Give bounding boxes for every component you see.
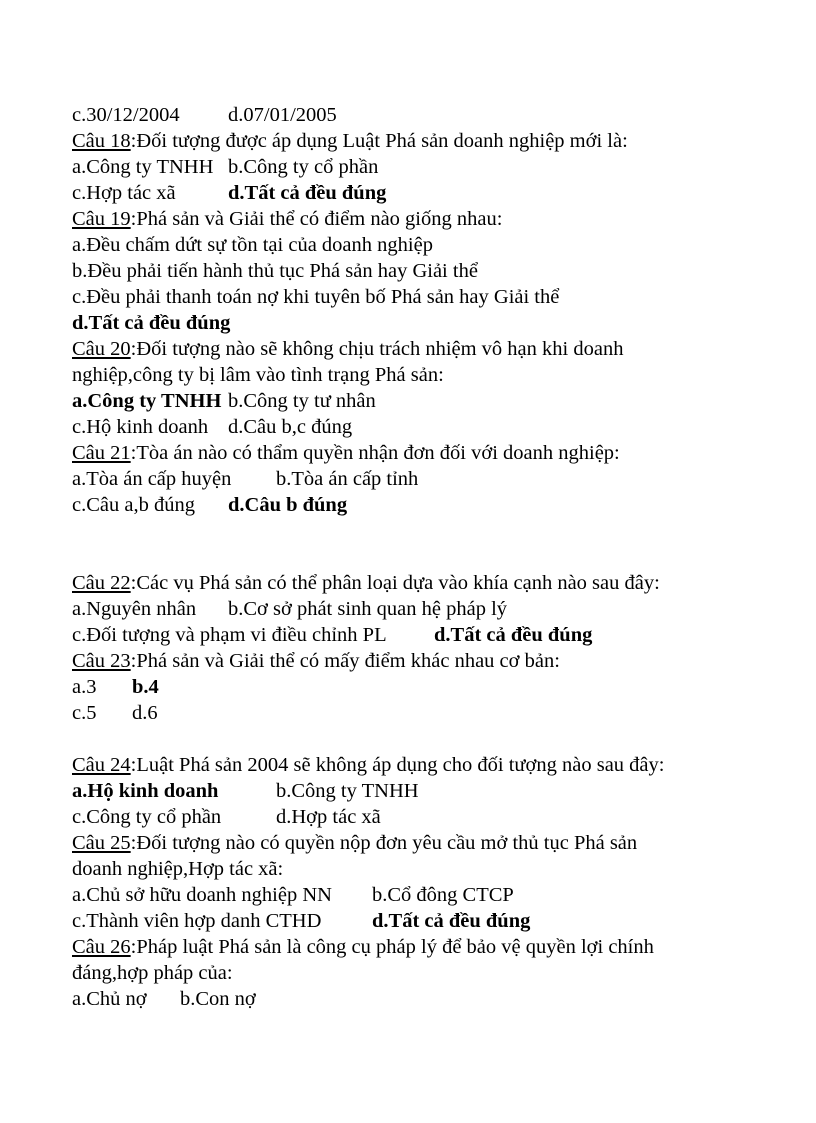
question-19 [72, 206, 772, 232]
option-a: a.Nguyên nhân [72, 598, 197, 620]
question-26-cont: đáng,hợp pháp của: [72, 962, 233, 984]
question-26 [72, 934, 772, 960]
question-label: Câu 20 [72, 338, 131, 360]
q17-options-cd [72, 102, 772, 128]
question-text: :Đối tượng được áp dụng Luật Phá sản doanh nghiệp mới là: [130, 130, 628, 152]
q24-options-cd [72, 804, 772, 830]
q23-options-ab [72, 674, 772, 700]
q19-option-b: b.Đều phải tiến hành thủ tục Phá sản hay Giải thể [72, 260, 478, 282]
question-text: :Các vụ Phá sản có thể phân loại dựa vào khía cạnh nào sau đây: [130, 572, 660, 594]
q21-options-ab [72, 466, 772, 492]
option-d: d.Câu b,c đúng [228, 416, 353, 438]
option-a-answer: a.Công ty TNHH [72, 390, 222, 412]
option-d: d.6 [132, 702, 158, 724]
q25-options-cd [72, 908, 772, 934]
question-label: Câu 21 [72, 442, 131, 464]
question-text: :Đối tượng nào có quyền nộp đơn yêu cầu mở thủ tục Phá sản [130, 832, 638, 854]
option-d-answer: d.Câu b đúng [228, 494, 348, 516]
option-d-answer: d.Tất cả đều đúng [434, 624, 593, 646]
question-label: Câu 26 [72, 936, 131, 958]
option-c: c.Hộ kinh doanh [72, 416, 209, 438]
option-d-answer: d.Tất cả đều đúng [228, 182, 387, 204]
question-21 [72, 440, 772, 466]
option-a: a.Công ty TNHH [72, 156, 214, 178]
question-text: :Luật Phá sản 2004 sẽ không áp dụng cho đối tượng nào sau đây: [130, 754, 665, 776]
q26-options-ab [72, 986, 772, 1012]
option-d: d.Hợp tác xã [276, 806, 381, 828]
question-label: Câu 25 [72, 832, 131, 854]
option-b-answer: b.4 [132, 676, 159, 698]
option-a: a.Chủ sở hữu doanh nghiệp NN [72, 884, 332, 906]
q20-options-cd [72, 414, 772, 440]
q24-options-ab [72, 778, 772, 804]
option-b: b.Con nợ [180, 988, 256, 1010]
q25-options-ab [72, 882, 772, 908]
question-20 [72, 336, 772, 362]
option-c: c.Đối tượng và phạm vi điều chỉnh PL [72, 624, 387, 646]
question-23 [72, 648, 772, 674]
question-25 [72, 830, 772, 856]
q23-options-cd [72, 700, 772, 726]
option-a: a.Tòa án cấp huyện [72, 468, 232, 490]
option-c: c.Công ty cổ phần [72, 806, 222, 828]
q21-options-cd [72, 492, 772, 518]
option-c: c.30/12/2004 [72, 104, 180, 126]
option-b: b.Công ty tư nhân [228, 390, 376, 412]
question-label: Câu 19 [72, 208, 131, 230]
document-page [72, 102, 772, 1012]
option-a: a.Chủ nợ [72, 988, 147, 1010]
question-text: :Đối tượng nào sẽ không chịu trách nhiệm vô hạn khi doanh [130, 338, 624, 360]
option-b: b.Công ty cổ phần [228, 156, 379, 178]
question-label: Câu 18 [72, 130, 131, 152]
option-d-answer: d.Tất cả đều đúng [372, 910, 531, 932]
option-c: c.Câu a,b đúng [72, 494, 195, 516]
option-b: b.Tòa án cấp tỉnh [276, 468, 419, 490]
option-b: b.Cổ đông CTCP [372, 884, 514, 906]
question-text: :Tòa án nào có thẩm quyền nhận đơn đối với doanh nghiệp: [130, 442, 620, 464]
q18-options-ab [72, 154, 772, 180]
option-b: b.Công ty TNHH [276, 780, 419, 802]
option-d: d.07/01/2005 [228, 104, 337, 126]
question-text: :Phá sản và Giải thể có mấy điểm khác nhau cơ bản: [130, 650, 560, 672]
q19-option-c: c.Đều phải thanh toán nợ khi tuyên bố Phá sản hay Giải thể [72, 286, 560, 308]
question-20-cont: nghiệp,công ty bị lâm vào tình trạng Phá sản: [72, 364, 444, 386]
question-label: Câu 23 [72, 650, 131, 672]
q22-options-ab [72, 596, 772, 622]
question-label: Câu 22 [72, 572, 131, 594]
question-24 [72, 752, 772, 778]
option-c: c.5 [72, 702, 97, 724]
q18-options-cd [72, 180, 772, 206]
question-label: Câu 24 [72, 754, 131, 776]
question-22 [72, 570, 772, 596]
question-text: :Phá sản và Giải thể có điểm nào giống nhau: [130, 208, 503, 230]
question-18 [72, 128, 772, 154]
q19-option-a: a.Đều chấm dứt sự tồn tại của doanh nghiệp [72, 234, 433, 256]
option-b: b.Cơ sở phát sinh quan hệ pháp lý [228, 598, 508, 620]
option-a: a.3 [72, 676, 97, 698]
question-text: :Pháp luật Phá sản là công cụ pháp lý để bảo vệ quyền lợi chính [130, 936, 654, 958]
option-c: c.Hợp tác xã [72, 182, 176, 204]
q20-options-ab [72, 388, 772, 414]
option-c: c.Thành viên hợp danh CTHD [72, 910, 322, 932]
question-25-cont: doanh nghiệp,Hợp tác xã: [72, 858, 284, 880]
q19-option-d-answer: d.Tất cả đều đúng [72, 312, 231, 334]
option-a-answer: a.Hộ kinh doanh [72, 780, 219, 802]
q22-options-cd [72, 622, 772, 648]
